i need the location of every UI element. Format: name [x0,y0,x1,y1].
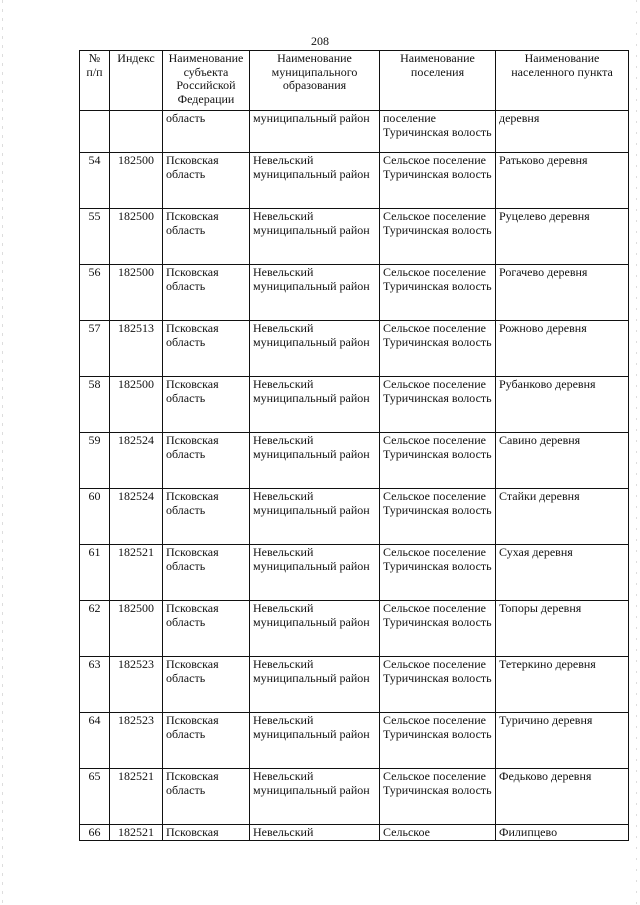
cell-number: 59 [80,433,110,489]
cell-municipality: Невельский муниципальный район [250,657,380,713]
cell-subject: Псковская область [163,545,250,601]
cell-index: 182500 [110,153,163,209]
scan-edge-right [636,0,637,905]
table-row [80,153,629,209]
cell-number: 61 [80,545,110,601]
cell-index: 182521 [110,825,163,841]
cell-municipality: муниципальный район [250,111,380,153]
cell-municipality: Невельский муниципальный район [250,601,380,657]
cell-municipality: Невельский муниципальный район [250,321,380,377]
cell-subject: Псковская область [163,209,250,265]
cell-municipality: Невельский муниципальный район [250,209,380,265]
cell-number: 64 [80,713,110,769]
cell-locality: Рогачево деревня [496,265,629,321]
cell-number: 65 [80,769,110,825]
table-row [80,545,629,601]
cell-municipality: Невельский муниципальный район [250,377,380,433]
scan-edge-left [2,0,3,905]
table-row [80,209,629,265]
cell-number [80,111,110,153]
table-row [80,321,629,377]
table-row-continuation [80,111,629,153]
table-row [80,713,629,769]
cell-settlement: Сельское [380,825,496,841]
cell-settlement: Сельское поселение Туричинская волость [380,545,496,601]
cell-settlement: поселение Туричинская волость [380,111,496,153]
header-number: № п/п [80,51,110,111]
cell-settlement: Сельское поселение Туричинская волость [380,601,496,657]
table-header [80,51,629,111]
cell-settlement: Сельское поселение Туричинская волость [380,657,496,713]
settlements-table [79,50,629,841]
cell-number: 57 [80,321,110,377]
cell-index: 182500 [110,601,163,657]
table-row [80,433,629,489]
cell-subject: Псковская область [163,153,250,209]
cell-locality: Руцелево деревня [496,209,629,265]
page-number: 208 [311,34,329,48]
cell-settlement: Сельское поселение Туричинская волость [380,713,496,769]
cell-settlement: Сельское поселение Туричинская волость [380,377,496,433]
cell-locality: Филипцево [496,825,629,841]
cell-settlement: Сельское поселение Туричинская волость [380,433,496,489]
cell-index: 182523 [110,657,163,713]
cell-settlement: Сельское поселение Туричинская волость [380,489,496,545]
cell-municipality: Невельский муниципальный район [250,769,380,825]
table-row [80,377,629,433]
header-subject: Наименование субъекта Российской Федерации [163,51,250,111]
cell-subject: Псковская область [163,657,250,713]
cell-locality: Топоры деревня [496,601,629,657]
cell-subject: Псковская область [163,713,250,769]
cell-number: 54 [80,153,110,209]
cell-municipality: Невельский [250,825,380,841]
cell-locality: деревня [496,111,629,153]
table-row [80,265,629,321]
cell-number: 62 [80,601,110,657]
cell-index: 182500 [110,209,163,265]
cell-index: 182513 [110,321,163,377]
cell-locality: Стайки деревня [496,489,629,545]
cell-subject: Псковская область [163,377,250,433]
cell-settlement: Сельское поселение Туричинская волость [380,769,496,825]
cell-subject: Псковская область [163,433,250,489]
cell-index: 182521 [110,545,163,601]
cell-locality: Рожново деревня [496,321,629,377]
cell-number: 56 [80,265,110,321]
cell-locality: Сухая деревня [496,545,629,601]
cell-subject: Псковская область [163,265,250,321]
table-row-partial [80,825,629,841]
header-row [80,51,629,111]
table-row [80,489,629,545]
cell-municipality: Невельский муниципальный район [250,489,380,545]
cell-settlement: Сельское поселение Туричинская волость [380,265,496,321]
cell-settlement: Сельское поселение Туричинская волость [380,209,496,265]
cell-index: 182524 [110,489,163,545]
header-municipality: Наименование муниципального образования [250,51,380,111]
cell-subject: Псковская [163,825,250,841]
cell-municipality: Невельский муниципальный район [250,545,380,601]
cell-locality: Ратьково деревня [496,153,629,209]
cell-index: 182524 [110,433,163,489]
header-settlement: Наименование поселения [380,51,496,111]
cell-number: 55 [80,209,110,265]
cell-municipality: Невельский муниципальный район [250,153,380,209]
cell-number: 60 [80,489,110,545]
cell-index: 182500 [110,265,163,321]
cell-index: 182523 [110,713,163,769]
cell-index: 182500 [110,377,163,433]
cell-locality: Савино деревня [496,433,629,489]
header-index: Индекс [110,51,163,111]
cell-municipality: Невельский муниципальный район [250,265,380,321]
cell-settlement: Сельское поселение Туричинская волость [380,321,496,377]
cell-subject: Псковская область [163,489,250,545]
table-row [80,601,629,657]
cell-index [110,111,163,153]
cell-locality: Туричино деревня [496,713,629,769]
cell-number: 58 [80,377,110,433]
cell-locality: Тетеркино деревня [496,657,629,713]
cell-subject: Псковская область [163,601,250,657]
table-row [80,769,629,825]
table-row [80,657,629,713]
cell-settlement: Сельское поселение Туричинская волость [380,153,496,209]
header-locality: Наименование населенного пункта [496,51,629,111]
cell-number: 66 [80,825,110,841]
cell-number: 63 [80,657,110,713]
cell-municipality: Невельский муниципальный район [250,433,380,489]
cell-subject: область [163,111,250,153]
table-body [80,111,629,841]
cell-municipality: Невельский муниципальный район [250,713,380,769]
cell-index: 182521 [110,769,163,825]
cell-subject: Псковская область [163,769,250,825]
cell-locality: Рубанково деревня [496,377,629,433]
cell-locality: Федьково деревня [496,769,629,825]
cell-subject: Псковская область [163,321,250,377]
